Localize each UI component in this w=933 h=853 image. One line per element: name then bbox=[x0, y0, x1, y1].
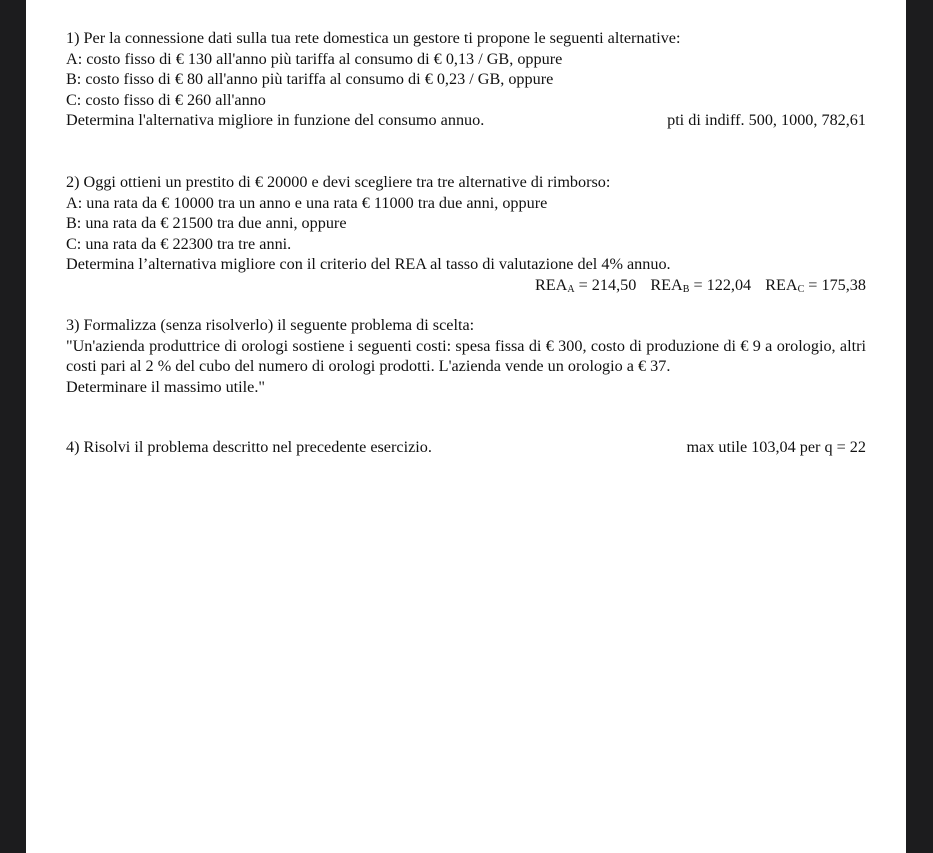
rea-c bbox=[765, 276, 866, 294]
exercise-4 bbox=[66, 437, 866, 458]
exercise-2-option-b: B: una rata da € 21500 tra due anni, oppure bbox=[66, 214, 347, 233]
exercise-2-option-a: A: una rata da € 10000 tra un anno e una rata € 11000 tra due anni, oppure bbox=[66, 193, 548, 212]
rea-a-sub: A bbox=[567, 283, 575, 295]
exercise-2-answers bbox=[66, 275, 866, 296]
exercise-1 bbox=[66, 28, 866, 131]
rea-a-value: = 214,50 bbox=[578, 275, 637, 294]
rea-b-sub: B bbox=[682, 283, 690, 295]
rea-a-label: REA bbox=[534, 275, 568, 294]
exercise-4-row bbox=[66, 437, 866, 458]
rea-b-value: = 122,04 bbox=[693, 275, 752, 294]
document-page bbox=[26, 0, 906, 853]
rea-c-value: = 175,38 bbox=[808, 275, 866, 294]
exercise-4-answer: max utile 103,04 per q = 22 bbox=[686, 438, 866, 456]
exercise-2-intro: 2) Oggi ottieni un prestito di € 20000 e devi scegliere tra tre alternative di rimborso: bbox=[66, 173, 611, 191]
exercise-3-paragraph-text: "Un'azienda produttrice di orologi sostiene i seguenti costi: spesa fissa di € 300, costo di produzione di € 9 a orologio, altri costi pari al 2 % del cubo del numero di orologi prodotti. L'azienda vende un orologio a € 37. bbox=[66, 336, 866, 376]
exercise-1-answer: pti di indiff. 500, 1000, 782,61 bbox=[667, 111, 866, 130]
rea-c-label: REA bbox=[765, 275, 798, 294]
rea-c-sub: C bbox=[797, 283, 805, 295]
exercise-1-intro: 1) Per la connessione dati sulla tua rete domestica un gestore ti propone le seguenti alternative: bbox=[66, 29, 681, 47]
exercise-1-option-c: C: costo fisso di € 260 all'anno bbox=[66, 90, 266, 109]
exercise-2 bbox=[66, 172, 866, 296]
exercise-4-intro: 4) Risolvi il problema descritto nel precedente esercizio. bbox=[66, 438, 432, 456]
rea-b-label: REA bbox=[650, 275, 683, 294]
exercise-2-option-c: C: una rata da € 22300 tra tre anni. bbox=[66, 234, 292, 253]
exercise-1-option-b: B: costo fisso di € 80 all'anno più tariffa al consumo di € 0,23 / GB, oppure bbox=[66, 70, 554, 89]
exercise-1-task: Determina l'alternativa migliore in funzione del consumo annuo. bbox=[66, 111, 485, 130]
rea-b bbox=[650, 276, 751, 294]
exercise-3-intro: 3) Formalizza (senza risolverlo) il seguente problema di scelta: bbox=[66, 316, 475, 334]
exercise-1-task-row bbox=[66, 110, 866, 131]
exercise-1-option-a: A: costo fisso di € 130 all'anno più tariffa al consumo di € 0,13 / GB, oppure bbox=[66, 49, 563, 68]
exercise-3 bbox=[66, 315, 866, 397]
exercise-2-task: Determina l’alternativa migliore con il criterio del REA al tasso di valutazione del 4% annuo. bbox=[66, 255, 671, 274]
exercise-3-paragraph bbox=[66, 336, 866, 398]
exercise-3-paragraph-last: Determinare il massimo utile." bbox=[66, 377, 266, 396]
rea-a bbox=[535, 276, 636, 294]
